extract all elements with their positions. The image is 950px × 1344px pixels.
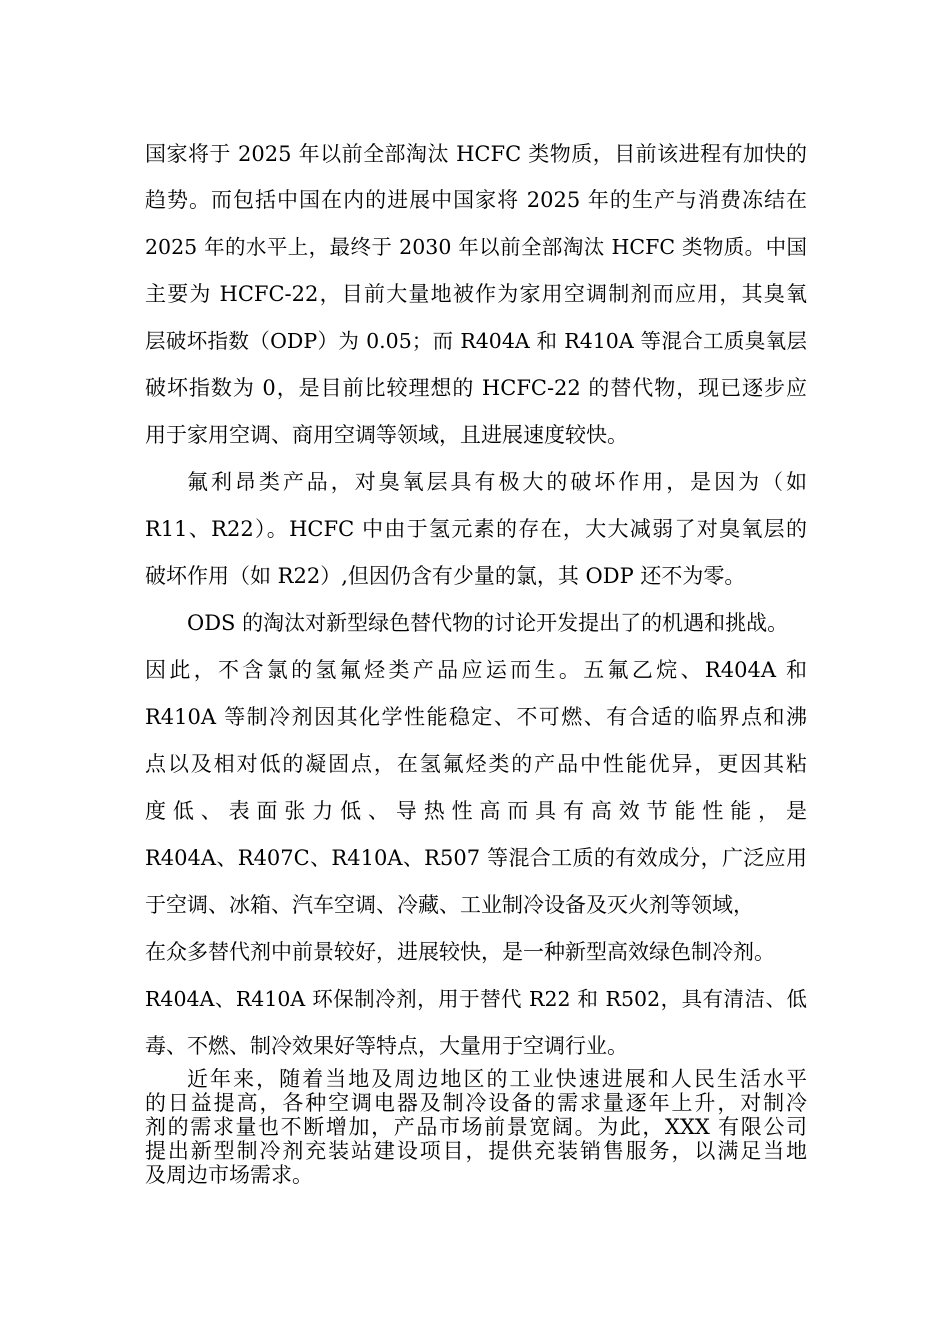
text-line: 层破坏指数（ODP）为 0.05；而 R404A 和 R410A 等混合工质臭氧层 (145, 329, 807, 353)
text-line: 点以及相对低的凝固点，在氢氟烃类的产品中性能优异，更因其粘 (145, 752, 807, 776)
text-line: 趋势。而包括中国在内的进展中国家将 2025 年的生产与消费冻结在 (145, 188, 807, 212)
text-line: 因此，不含氯的氢氟烃类产品应运而生。五氟乙烷、R404A 和 (145, 658, 807, 682)
text-line: 用于家用空调、商用空调等领域，且进展速度较快。 (145, 423, 628, 447)
text-line: 破坏作用（如 R22）,但因仍含有少量的氯，其 ODP 还不为零。 (145, 564, 746, 588)
text-line: R410A 等制冷剂因其化学性能稳定、不可燃、有合适的临界点和沸 (145, 705, 807, 729)
text-line: 近年来，随着当地及周边地区的工业快速进展和人民生活水平 (187, 1067, 807, 1091)
text-line: R404A、R410A 环保制冷剂，用于替代 R22 和 R502，具有清洁、低 (145, 987, 807, 1011)
text-line: 提出新型制冷剂充装站建设项目，提供充装销售服务，以满足当地 (145, 1139, 807, 1163)
text-line: 剂的需求量也不断增加，产品市场前景宽阔。为此，XXX 有限公司 (145, 1115, 807, 1139)
text-line: 于空调、冰箱、汽车空调、冷藏、工业制冷设备及灭火剂等领域， (145, 893, 754, 917)
text-line: 破坏指数为 0，是目前比较理想的 HCFC-22 的替代物，现已逐步应 (145, 376, 807, 400)
text-line: 主要为 HCFC-22，目前大量地被作为家用空调制剂而应用，其臭氧 (145, 282, 807, 306)
text-line: 的日益提高，各种空调电器及制冷设备的需求量逐年上升，对制冷 (145, 1091, 807, 1115)
text-line: 度低、表面张力低、导热性高而具有高效节能性能，是 (145, 799, 807, 823)
text-line: 及周边市场需求。 (145, 1163, 313, 1187)
text-line: 国家将于 2025 年以前全部淘汰 HCFC 类物质，目前该进程有加快的 (145, 142, 807, 166)
text-line: R404A、R407C、R410A、R507 等混合工质的有效成分，广泛应用 (145, 846, 807, 870)
text-line: ODS 的淘汰对新型绿色替代物的讨论开发提出了的机遇和挑战。 (187, 611, 789, 635)
text-line: 2025 年的水平上，最终于 2030 年以前全部淘汰 HCFC 类物质。中国 (145, 235, 807, 259)
text-line: R11、R22）。HCFC 中由于氢元素的存在，大大减弱了对臭氧层的 (145, 517, 807, 541)
text-line: 氟利昂类产品，对臭氧层具有极大的破坏作用，是因为（如 (187, 470, 807, 494)
text-line: 毒、不燃、制冷效果好等特点，大量用于空调行业。 (145, 1034, 628, 1058)
text-line: 在众多替代剂中前景较好，进展较快，是一种新型高效绿色制冷剂。 (145, 940, 775, 964)
